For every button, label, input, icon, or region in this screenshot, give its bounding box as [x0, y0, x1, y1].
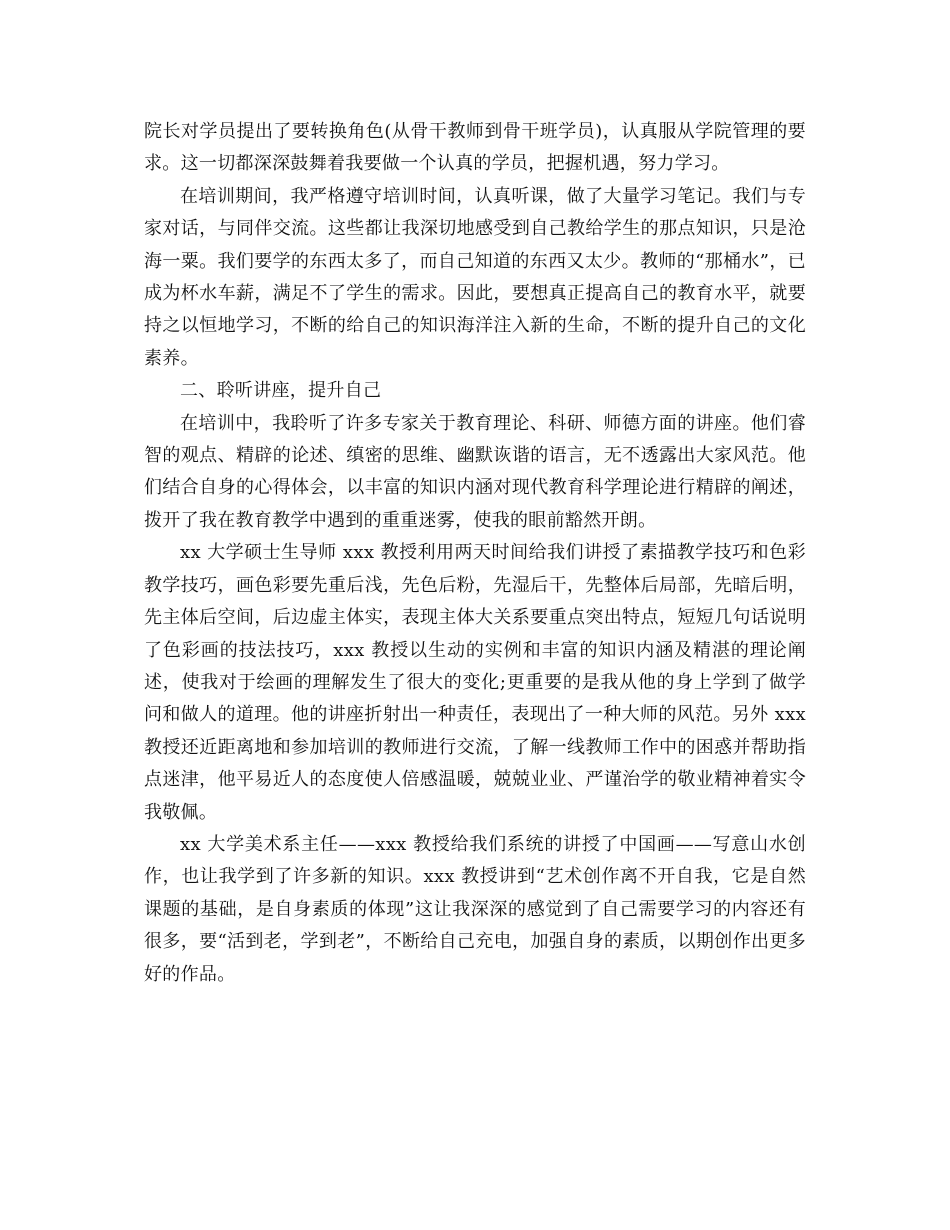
paragraph-role-change: 院长对学员提出了要转换角色(从骨干教师到骨干班学员)，认真服从学院管理的要求。这一切都深深鼓舞着我要做一个认真的学员，把握机遇，努力学习。: [144, 121, 806, 175]
document-body: [144, 116, 806, 991]
paragraph-chinese-painting: xx 大学美术系主任——xxx 教授给我们系统的讲授了中国画——写意山水创作，也让我学到了许多新的知识。xxx 教授讲到“艺术创作离不开自我，它是自然课题的基础，是自身素质的体现”这让我深深的感觉到了自己需要学习的内容还有很多，要“活到老，学到老”，不断给自己充电，加强自身的素质，以期创作出更多好的作品。: [144, 833, 806, 985]
section-heading-lectures: 二、聆听讲座，提升自己: [180, 380, 382, 402]
paragraph-expert-lectures: 在培训中，我聆听了许多专家关于教育理论、科研、师德方面的讲座。他们睿智的观点、精辟的论述、缜密的思维、幽默诙谐的语言，无不透露出大家风范。他们结合自身的心得体会，以丰富的知识内涵对现代教育科学理论进行精辟的阐述，拨开了我在教育教学中遇到的重重迷雾，使我的眼前豁然开朗。: [144, 412, 806, 531]
paragraph-training-period: 在培训期间，我严格遵守培训时间，认真听课，做了大量学习笔记。我们与专家对话，与同伴交流。这些都让我深切地感受到自己教给学生的那点知识，只是沧海一粟。我们要学的东西太多了，而自己知道的东西又太少。教师的“那桶水”，已成为杯水车薪，满足不了学生的需求。因此，要想真正提高自己的教育水平，就要持之以恒地学习，不断的给自己的知识海洋注入新的生命，不断的提升自己的文化素养。: [144, 185, 806, 369]
paragraph-sketch-color-teaching: xx 大学硕士生导师 xxx 教授利用两天时间给我们讲授了素描教学技巧和色彩教学技巧，画色彩要先重后浅，先色后粉，先湿后干，先整体后局部，先暗后明，先主体后空间，后边虚主体实，表现主体大关系要重点突出特点，短短几句话说明了色彩画的技法技巧，xxx 教授以生动的实例和丰富的知识内涵及精湛的理论阐述，使我对于绘画的理解发生了很大的变化;更重要的是我从他的身上学到了做学问和做人的道理。他的讲座折射出一种责任，表现出了一种大师的风范。另外 xxx 教授还近距离地和参加培训的教师进行交流，了解一线教师工作中的困惑并帮助指点迷津，他平易近人的态度使人倍感温暖，兢兢业业、严谨治学的敬业精神着实令我敬佩。: [144, 542, 806, 823]
